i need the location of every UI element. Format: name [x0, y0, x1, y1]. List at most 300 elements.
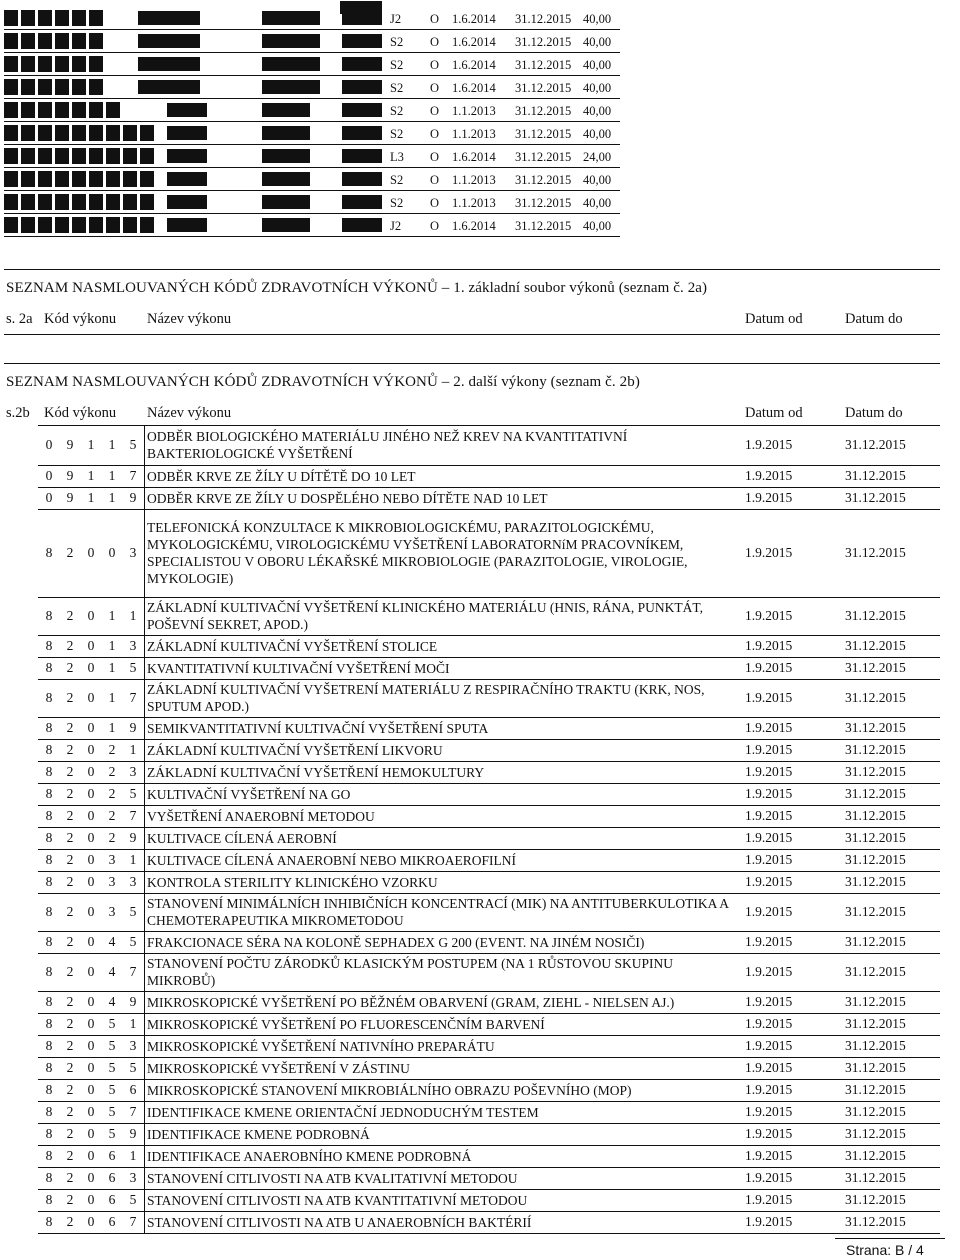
cell-code: J2 — [390, 219, 402, 233]
code-digit: 2 — [66, 1192, 74, 1207]
code-digit: 1 — [129, 1148, 137, 1163]
procedure-code — [42, 953, 140, 991]
header-name: Název výkonu — [147, 405, 232, 421]
redaction-block — [342, 126, 382, 140]
redaction-block — [4, 102, 18, 118]
code-digit: 0 — [45, 437, 53, 452]
cell-code: J2 — [390, 12, 402, 26]
date-from: 1.9.2015 — [745, 490, 793, 505]
redacted-row — [0, 77, 960, 99]
column-separator — [144, 679, 145, 717]
code-digit: 2 — [66, 1016, 74, 1031]
code-digit: 0 — [108, 545, 116, 560]
procedure-row — [0, 849, 960, 871]
code-digit: 0 — [87, 994, 95, 1009]
code-digit: 0 — [87, 690, 95, 705]
code-digit: 8 — [45, 852, 53, 867]
code-digit: 8 — [45, 1126, 53, 1141]
code-digit: 5 — [108, 1038, 116, 1053]
cell-o: O — [430, 58, 440, 72]
code-digit: 1 — [108, 608, 116, 623]
cell-to: 31.12.2015 — [515, 35, 572, 49]
date-to: 31.12.2015 — [845, 468, 906, 483]
procedure-name: ODBĚR KRVE ZE ŽÍLY U DÍTĚTĚ DO 10 LET — [147, 468, 416, 484]
code-digit: 8 — [45, 786, 53, 801]
procedure-name: MIKROSKOPICKÉ VYŠETŘENÍ NATIVNÍHO PREPARÁTU — [147, 1038, 495, 1054]
date-from: 1.9.2015 — [745, 1082, 793, 1097]
redaction-block — [21, 171, 35, 187]
code-digit: 1 — [108, 720, 116, 735]
code-digit: 2 — [108, 764, 116, 779]
redaction-block — [342, 218, 382, 232]
code-digit: 1 — [108, 490, 116, 505]
date-from: 1.9.2015 — [745, 964, 793, 979]
cell-value: 40,00 — [583, 12, 612, 26]
redaction-block — [262, 80, 320, 94]
procedure-row — [0, 871, 960, 893]
redaction-block — [21, 79, 35, 95]
redaction-block — [140, 148, 154, 164]
redaction-block — [262, 218, 310, 232]
code-digit: 2 — [66, 1038, 74, 1053]
redaction-block — [72, 125, 86, 141]
column-separator — [144, 849, 145, 871]
code-digit: 2 — [66, 904, 74, 919]
procedure-row — [0, 1211, 960, 1233]
column-separator — [144, 991, 145, 1013]
redaction-block — [138, 34, 200, 48]
date-to: 31.12.2015 — [845, 608, 906, 623]
date-from: 1.9.2015 — [745, 1148, 793, 1163]
cell-value: 40,00 — [583, 127, 612, 141]
code-digit: 5 — [108, 1060, 116, 1075]
cell-to: 31.12.2015 — [515, 127, 572, 141]
redaction-block — [123, 217, 137, 233]
redacted-row — [0, 146, 960, 168]
procedure-row — [0, 1035, 960, 1057]
procedure-code — [42, 1145, 140, 1167]
code-digit: 1 — [108, 437, 116, 452]
redaction-block — [38, 125, 52, 141]
code-digit: 8 — [45, 1082, 53, 1097]
redaction-block — [4, 79, 18, 95]
code-digit: 5 — [129, 1060, 137, 1075]
procedure-name: MIKROSKOPICKÉ VYŠETŘENÍ PO BĚŽNÉM OBARVENÍ (GRAM, ZIEHL - NIELSEN AJ.) — [147, 994, 675, 1010]
cell-to: 31.12.2015 — [515, 150, 572, 164]
code-digit: 0 — [87, 808, 95, 823]
code-digit: 5 — [129, 904, 137, 919]
code-digit: 5 — [129, 1192, 137, 1207]
code-digit: 0 — [87, 1148, 95, 1163]
redaction-block — [38, 102, 52, 118]
procedure-row — [0, 679, 960, 717]
code-digit: 8 — [45, 808, 53, 823]
cell-o: O — [430, 81, 440, 95]
redaction-block — [4, 125, 18, 141]
redaction-block — [4, 148, 18, 164]
redaction-block — [262, 34, 320, 48]
redaction-block — [262, 103, 310, 117]
redaction-block — [21, 125, 35, 141]
code-digit: 2 — [66, 874, 74, 889]
code-digit: 8 — [45, 764, 53, 779]
redaction-block — [342, 172, 382, 186]
redaction-block — [106, 148, 120, 164]
procedure-name: KONTROLA STERILITY KLINICKÉHO VZORKU — [147, 874, 438, 890]
code-digit: 2 — [66, 808, 74, 823]
cell-o: O — [430, 35, 440, 49]
cell-to: 31.12.2015 — [515, 81, 572, 95]
redaction-block — [72, 10, 86, 26]
date-from: 1.9.2015 — [745, 545, 793, 560]
code-digit: 9 — [66, 468, 74, 483]
redaction-block — [72, 171, 86, 187]
redaction-block — [72, 217, 86, 233]
procedure-code — [42, 487, 140, 509]
procedure-name: IDENTIFIKACE ANAEROBNÍHO KMENE PODROBNÁ — [147, 1148, 472, 1164]
procedure-name: KULTIVACE CÍLENÁ AEROBNÍ — [147, 830, 337, 846]
code-digit: 6 — [129, 1082, 137, 1097]
code-digit: 8 — [45, 1170, 53, 1185]
redaction-block — [89, 194, 103, 210]
cell-value: 40,00 — [583, 219, 612, 233]
redaction-block — [106, 171, 120, 187]
code-digit: 2 — [108, 808, 116, 823]
procedure-row — [0, 783, 960, 805]
procedure-code — [42, 1079, 140, 1101]
column-separator — [144, 827, 145, 849]
code-digit: 0 — [45, 468, 53, 483]
redaction-block — [21, 33, 35, 49]
date-from: 1.9.2015 — [745, 874, 793, 889]
redaction-block — [89, 56, 103, 72]
redaction-block — [89, 125, 103, 141]
redaction-block — [38, 194, 52, 210]
redaction-block — [140, 171, 154, 187]
code-digit: 6 — [108, 1148, 116, 1163]
code-digit: 8 — [45, 1104, 53, 1119]
procedure-row — [0, 597, 960, 635]
redaction-block — [262, 57, 320, 71]
column-separator — [144, 1211, 145, 1233]
date-to: 31.12.2015 — [845, 964, 906, 979]
redaction-block — [55, 125, 69, 141]
procedure-code — [42, 739, 140, 761]
redaction-block — [55, 194, 69, 210]
cell-from: 1.6.2014 — [452, 150, 496, 164]
redacted-row — [0, 192, 960, 214]
column-separator — [144, 1189, 145, 1211]
code-digit: 6 — [108, 1170, 116, 1185]
code-digit: 8 — [45, 994, 53, 1009]
code-digit: 1 — [108, 660, 116, 675]
redaction-block — [342, 149, 382, 163]
row-divider — [4, 29, 620, 30]
code-digit: 0 — [87, 742, 95, 757]
redaction-block — [4, 217, 18, 233]
procedure-name: STANOVENÍ CITLIVOSTI NA ATB KVANTITATIVNÍ METODOU — [147, 1192, 528, 1208]
redaction-block — [38, 148, 52, 164]
redaction-block — [342, 195, 382, 209]
date-from: 1.9.2015 — [745, 1038, 793, 1053]
cell-code: S2 — [390, 173, 404, 187]
redaction-block — [138, 11, 200, 25]
code-digit: 2 — [66, 830, 74, 845]
code-digit: 2 — [66, 1104, 74, 1119]
date-from: 1.9.2015 — [745, 1104, 793, 1119]
date-to: 31.12.2015 — [845, 1104, 906, 1119]
code-digit: 3 — [129, 874, 137, 889]
procedure-code — [42, 849, 140, 871]
code-digit: 1 — [108, 690, 116, 705]
code-digit: 5 — [129, 660, 137, 675]
procedure-name: ODBĚR BIOLOGICKÉHO MATERIÁLU JINÉHO NEŽ KREV NA KVANTITATIVNÍ BAKTERIOLOGICKÉ VYŠETŘENÍ — [147, 429, 628, 461]
code-digit: 8 — [45, 1192, 53, 1207]
date-to: 31.12.2015 — [845, 874, 906, 889]
cell-from: 1.1.2013 — [452, 196, 496, 210]
cell-o: O — [430, 104, 440, 118]
redacted-row — [0, 100, 960, 122]
code-digit: 8 — [45, 964, 53, 979]
code-digit: 8 — [45, 1148, 53, 1163]
date-to: 31.12.2015 — [845, 545, 906, 560]
procedure-name: TELEFONICKÁ KONZULTACE K MIKROBIOLOGICKÉMU, PARAZITOLOGICKÉMU, MYKOLOGICKÉMU, VIROLOGICKÉMU VYŠETŘENÍ LABORATORNíM PRACOVNÍKEM, SPECIALISTOU V OBORU LÉKAŘSKÉ MIKROBIOLOGIE (PARAZITOLOGIE, VIROLOGIE, MYKOLOGIE) — [147, 520, 688, 586]
redaction-block — [167, 149, 207, 163]
code-digit: 0 — [87, 1192, 95, 1207]
page-footer — [0, 1238, 960, 1260]
date-from: 1.9.2015 — [745, 1170, 793, 1185]
code-digit: 2 — [66, 934, 74, 949]
redaction-block — [55, 102, 69, 118]
date-from: 1.9.2015 — [745, 934, 793, 949]
column-separator — [144, 761, 145, 783]
cell-value: 40,00 — [583, 173, 612, 187]
redaction-block — [342, 34, 382, 48]
redaction-block — [38, 33, 52, 49]
procedure-name: ZÁKLADNÍ KULTIVAČNÍ VYŠETŘENÍ STOLICE — [147, 638, 438, 654]
date-to: 31.12.2015 — [845, 1126, 906, 1141]
redaction-block — [89, 79, 103, 95]
code-digit: 3 — [108, 904, 116, 919]
date-to: 31.12.2015 — [845, 437, 906, 452]
redaction-block — [342, 57, 382, 71]
redaction-block — [123, 171, 137, 187]
procedure-name: STANOVENÍ MINIMÁLNÍCH INHIBIČNÍCH KONCENTRACÍ (MIK) NA ANTITUBERKULOTIKA A CHEMOTERAPEUTIKA MIKROMETODOU — [147, 896, 729, 928]
redaction-block — [72, 33, 86, 49]
procedure-row — [0, 739, 960, 761]
code-digit: 2 — [66, 1148, 74, 1163]
procedure-name: STANOVENÍ POČTU ZÁRODKŮ KLASICKÝM POSTUPEM (NA 1 RŮSTOVOU SKUPINU MIKROBŮ) — [147, 956, 673, 988]
procedure-row — [0, 1167, 960, 1189]
procedure-name: KULTIVACE CÍLENÁ ANAEROBNÍ NEBO MIKROAEROFILNÍ — [147, 852, 516, 868]
cell-value: 40,00 — [583, 104, 612, 118]
code-digit: 6 — [108, 1192, 116, 1207]
cell-o: O — [430, 127, 440, 141]
code-digit: 1 — [129, 742, 137, 757]
redaction-block — [123, 125, 137, 141]
code-digit: 0 — [87, 934, 95, 949]
code-digit: 3 — [129, 1170, 137, 1185]
date-to: 31.12.2015 — [845, 1016, 906, 1031]
redaction-block — [123, 194, 137, 210]
code-digit: 5 — [108, 1104, 116, 1119]
redaction-block — [140, 194, 154, 210]
redaction-block — [167, 195, 207, 209]
row-divider — [4, 52, 620, 53]
date-from: 1.9.2015 — [745, 660, 793, 675]
procedure-row — [0, 425, 960, 465]
procedure-name: ODBĚR KRVE ZE ŽÍLY U DOSPĚLÉHO NEBO DÍTĚTE NAD 10 LET — [147, 490, 548, 506]
procedure-row — [0, 761, 960, 783]
cell-o: O — [430, 12, 440, 26]
divider — [4, 363, 940, 364]
code-digit: 2 — [66, 545, 74, 560]
procedure-row — [0, 805, 960, 827]
redacted-row — [0, 123, 960, 145]
cell-to: 31.12.2015 — [515, 12, 572, 26]
code-digit: 0 — [87, 1016, 95, 1031]
procedure-row — [0, 827, 960, 849]
column-separator — [144, 805, 145, 827]
redaction-block — [342, 103, 382, 117]
redaction-block — [262, 149, 310, 163]
date-to: 31.12.2015 — [845, 690, 906, 705]
code-digit: 1 — [129, 852, 137, 867]
date-from: 1.9.2015 — [745, 786, 793, 801]
date-from: 1.9.2015 — [745, 764, 793, 779]
column-separator — [144, 871, 145, 893]
code-digit: 3 — [108, 874, 116, 889]
procedure-name: KVANTITATIVNÍ KULTIVAČNÍ VYŠETŘENÍ MOČI — [147, 660, 450, 676]
cell-from: 1.1.2013 — [452, 104, 496, 118]
redacted-row — [0, 169, 960, 191]
redaction-block — [21, 102, 35, 118]
code-digit: 0 — [87, 1104, 95, 1119]
code-digit: 2 — [108, 830, 116, 845]
redaction-block — [106, 217, 120, 233]
cell-o: O — [430, 150, 440, 164]
code-digit: 0 — [87, 786, 95, 801]
code-digit: 8 — [45, 638, 53, 653]
cell-from: 1.1.2013 — [452, 173, 496, 187]
column-separator — [144, 509, 145, 597]
code-digit: 5 — [108, 1126, 116, 1141]
code-digit: 2 — [66, 786, 74, 801]
cell-o: O — [430, 173, 440, 187]
date-from: 1.9.2015 — [745, 1126, 793, 1141]
redaction-block — [55, 148, 69, 164]
cell-from: 1.6.2014 — [452, 219, 496, 233]
date-to: 31.12.2015 — [845, 764, 906, 779]
procedure-name: SEMIKVANTITATIVNÍ KULTIVAČNÍ VYŠETŘENÍ SPUTA — [147, 720, 489, 736]
procedure-code — [42, 1035, 140, 1057]
date-to: 31.12.2015 — [845, 742, 906, 757]
redaction-block — [89, 33, 103, 49]
procedure-code — [42, 931, 140, 953]
date-to: 31.12.2015 — [845, 1148, 906, 1163]
date-to: 31.12.2015 — [845, 786, 906, 801]
code-digit: 9 — [129, 720, 137, 735]
date-to: 31.12.2015 — [845, 1170, 906, 1185]
redaction-block — [21, 217, 35, 233]
date-from: 1.9.2015 — [745, 1060, 793, 1075]
code-digit: 8 — [45, 830, 53, 845]
code-digit: 8 — [45, 1016, 53, 1031]
cell-from: 1.6.2014 — [452, 58, 496, 72]
procedure-row — [0, 1079, 960, 1101]
code-digit: 7 — [129, 1214, 137, 1229]
procedure-row — [0, 657, 960, 679]
date-from: 1.9.2015 — [745, 608, 793, 623]
redaction-block — [55, 33, 69, 49]
redaction-block — [38, 171, 52, 187]
cell-to: 31.12.2015 — [515, 219, 572, 233]
date-to: 31.12.2015 — [845, 852, 906, 867]
code-digit: 9 — [66, 437, 74, 452]
column-separator — [144, 1013, 145, 1035]
date-to: 31.12.2015 — [845, 1192, 906, 1207]
redaction-block — [38, 10, 52, 26]
procedure-row — [0, 991, 960, 1013]
code-digit: 5 — [129, 437, 137, 452]
redaction-block — [38, 79, 52, 95]
cell-code: S2 — [390, 196, 404, 210]
cell-code: S2 — [390, 127, 404, 141]
redaction-block — [262, 172, 310, 186]
date-to: 31.12.2015 — [845, 994, 906, 1009]
procedure-code — [42, 1057, 140, 1079]
date-to: 31.12.2015 — [845, 1214, 906, 1229]
code-digit: 3 — [129, 764, 137, 779]
code-digit: 3 — [129, 545, 137, 560]
date-to: 31.12.2015 — [845, 1038, 906, 1053]
redaction-block — [55, 79, 69, 95]
redaction-block — [55, 171, 69, 187]
code-digit: 0 — [87, 608, 95, 623]
code-digit: 0 — [87, 764, 95, 779]
redaction-block — [342, 80, 382, 94]
procedure-row — [0, 1123, 960, 1145]
date-from: 1.9.2015 — [745, 437, 793, 452]
redaction-block — [72, 194, 86, 210]
code-digit: 0 — [87, 852, 95, 867]
procedure-code — [42, 597, 140, 635]
code-digit: 0 — [87, 1214, 95, 1229]
code-digit: 2 — [66, 964, 74, 979]
redaction-block — [106, 102, 120, 118]
code-digit: 0 — [87, 1170, 95, 1185]
date-from: 1.9.2015 — [745, 638, 793, 653]
column-separator — [144, 1167, 145, 1189]
code-digit: 9 — [129, 1126, 137, 1141]
date-from: 1.9.2015 — [745, 690, 793, 705]
cell-code: S2 — [390, 104, 404, 118]
redaction-block — [106, 125, 120, 141]
redaction-block — [262, 126, 310, 140]
code-digit: 0 — [87, 1126, 95, 1141]
column-separator — [144, 893, 145, 931]
redaction-block — [138, 57, 200, 71]
code-digit: 0 — [87, 545, 95, 560]
procedure-code — [42, 783, 140, 805]
code-digit: 4 — [108, 994, 116, 1009]
code-digit: 2 — [66, 742, 74, 757]
redaction-block — [262, 195, 310, 209]
date-to: 31.12.2015 — [845, 638, 906, 653]
column-separator — [144, 717, 145, 739]
date-from: 1.9.2015 — [745, 904, 793, 919]
redaction-block — [21, 194, 35, 210]
